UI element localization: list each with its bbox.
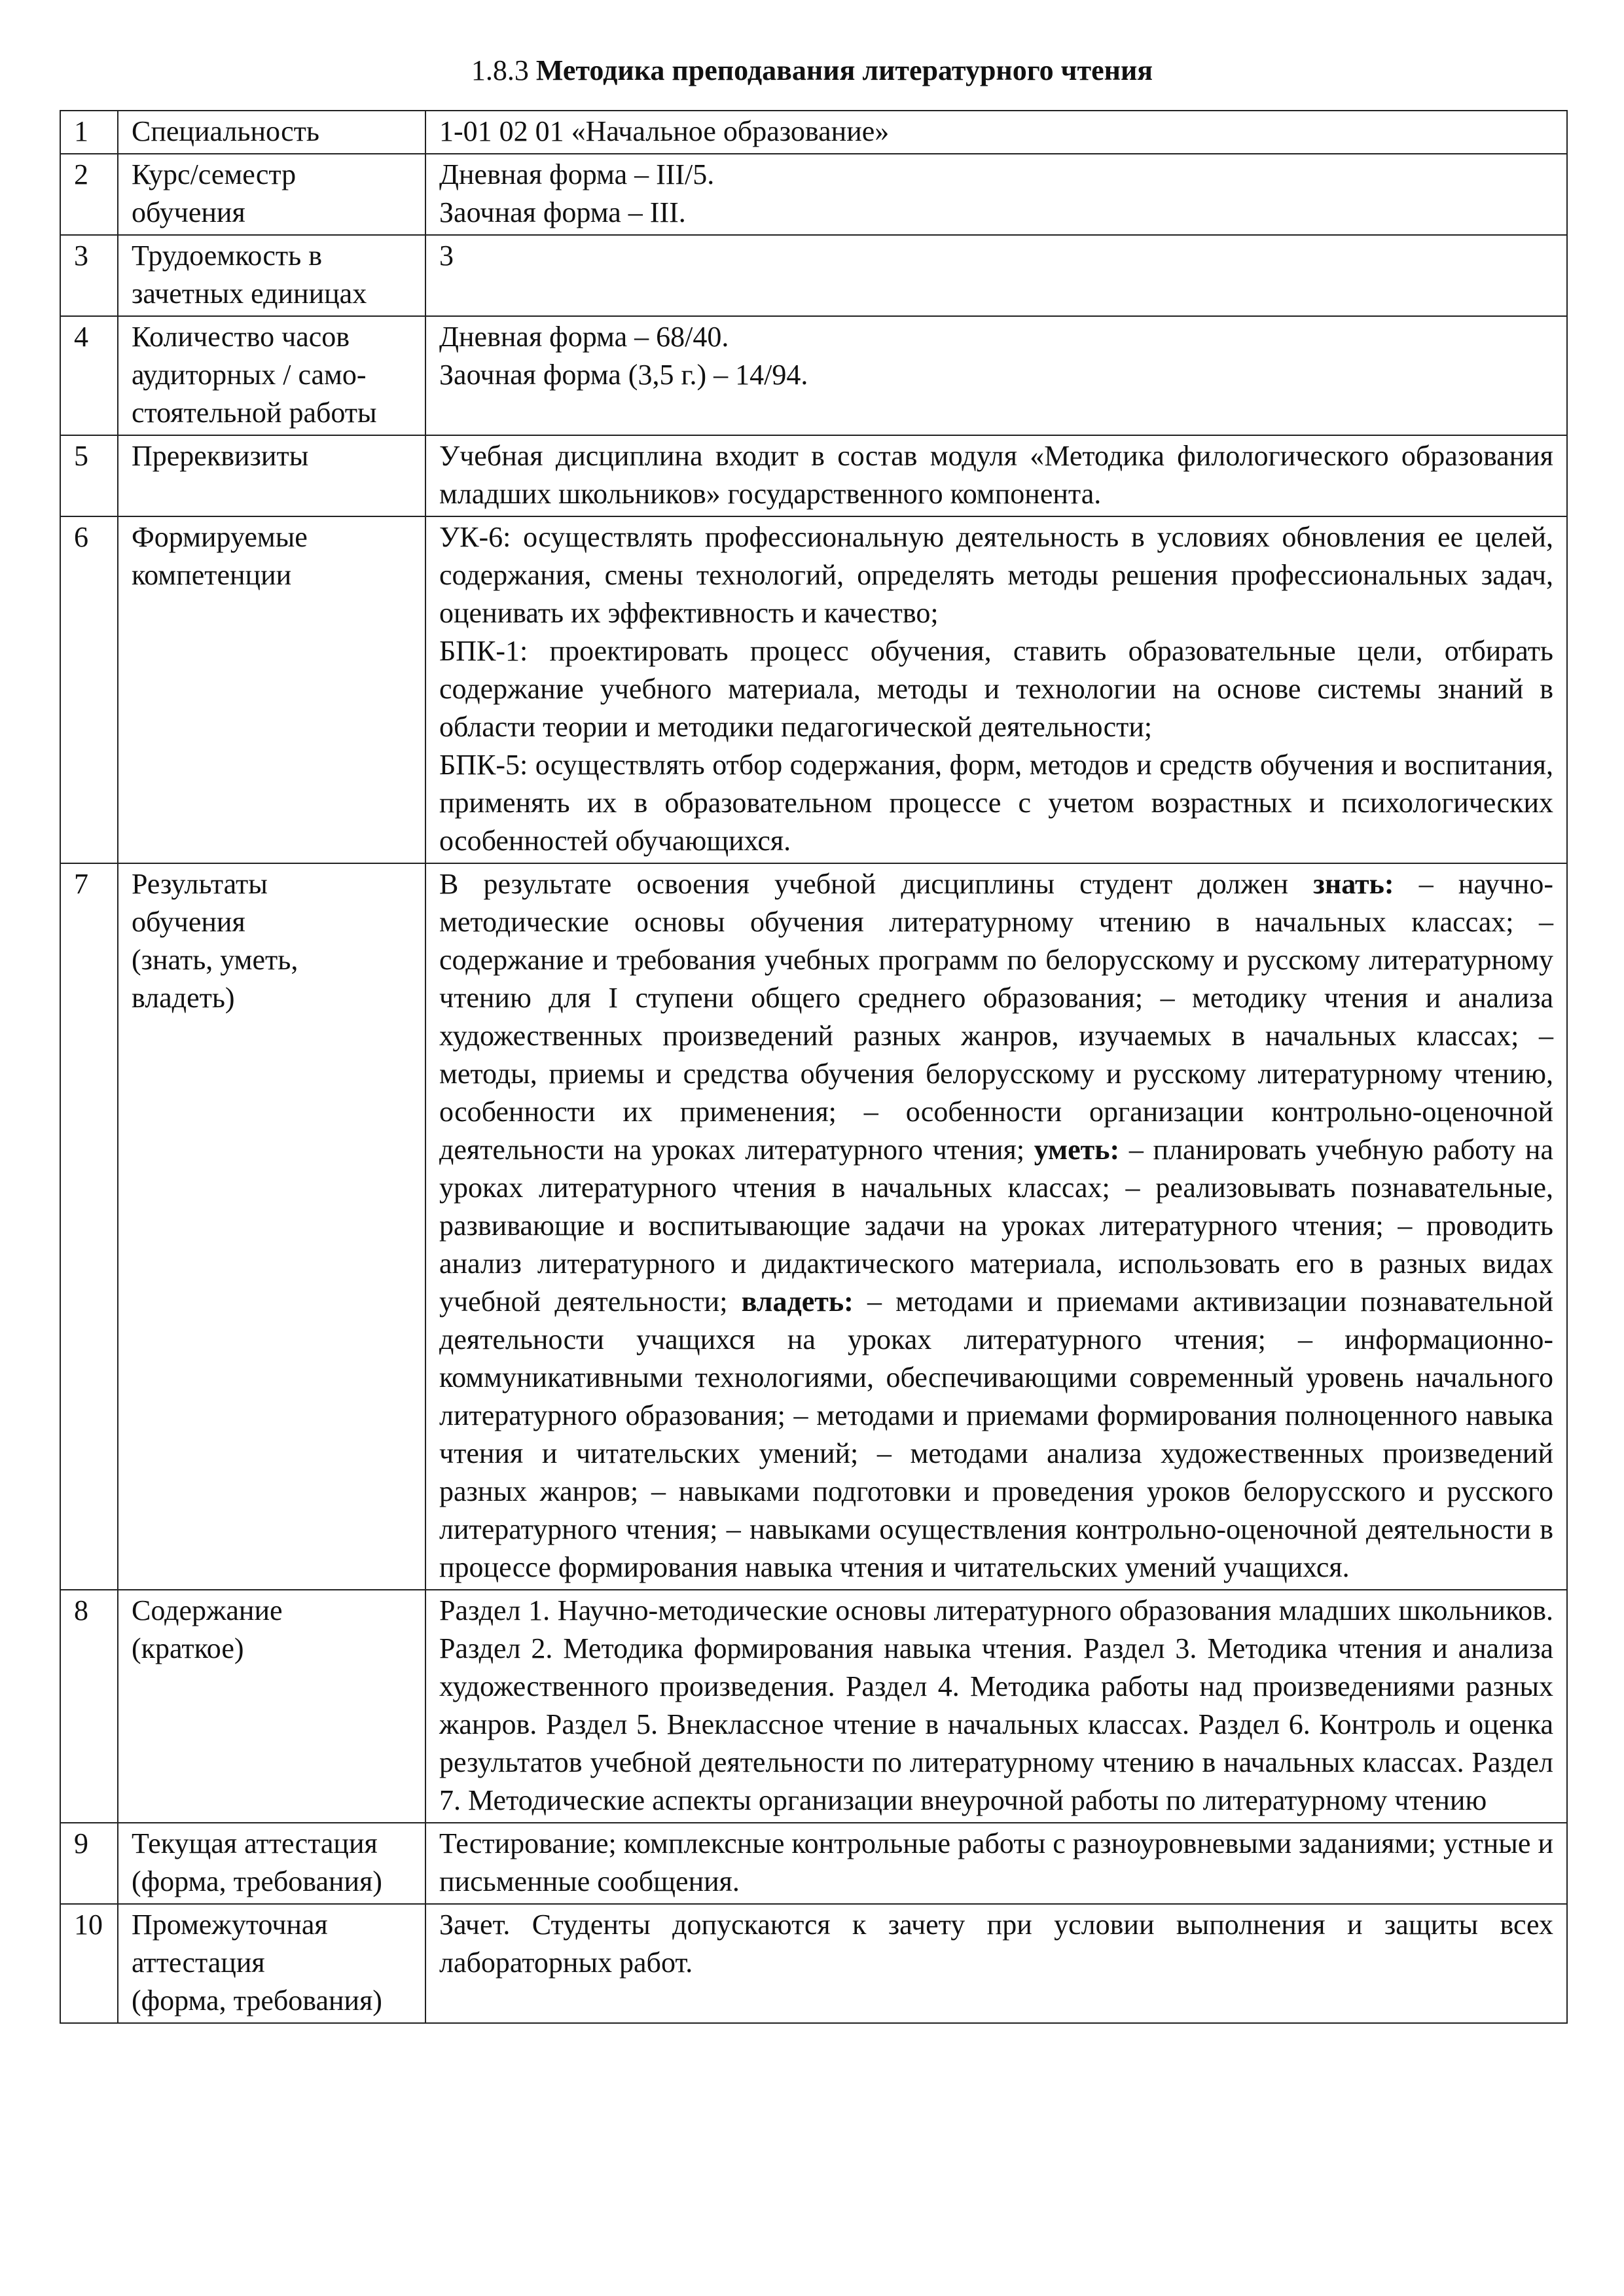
table-row (60, 154, 1567, 235)
row-number: 7 (60, 863, 118, 1590)
own-text: – методами и приемами активизации познавательной деятельности учащихся на уроках литературного чтения; – информационно-коммуникативными технологиями, обеспечивающими современный уровень начального литературного образования; – методами и приемами формирования полноценного навыка чтения и читательских умений; – методами анализа художественных произведений разных жанров; – навыками подготовки и проведения уроков белорусского и русского литературного чтения; – навыками осуществления контрольно-оценочной деятельности в процессе формирования навыка чтения и читательских умений учащихся. (439, 1285, 1553, 1583)
row-label: Содержание (краткое) (118, 1590, 425, 1823)
row-label: Текущая аттестация (форма, требования) (118, 1823, 425, 1904)
row-label: Количество часов аудиторных / само- стоятельной работы (118, 316, 425, 435)
table-row (60, 435, 1567, 516)
section-item: Раздел 6. Контроль и оценка результатов учебной деятельности по литературному чтению в начальных классах. (439, 1708, 1554, 1778)
row-label: Специальность (118, 111, 425, 154)
table-row (60, 111, 1567, 154)
row-label: Промежуточная аттестация (форма, требования) (118, 1904, 425, 2023)
section-item: Раздел 3. Методика чтения и анализа художественного произведения. (439, 1632, 1553, 1702)
can-label: уметь: (1034, 1134, 1120, 1166)
row-value (425, 863, 1567, 1590)
row-value (425, 516, 1567, 863)
section-item: Раздел 2. Методика формирования навыка чтения. (439, 1632, 1074, 1664)
table-row (60, 316, 1567, 435)
row-number: 1 (60, 111, 118, 154)
row-number: 3 (60, 235, 118, 316)
row-number: 6 (60, 516, 118, 863)
results-intro: В результате освоения учебной дисциплины студент должен (439, 868, 1314, 900)
row-number: 8 (60, 1590, 118, 1823)
row-number: 4 (60, 316, 118, 435)
row-label: Трудоемкость в зачетных единицах (118, 235, 425, 316)
table-row (60, 1904, 1567, 2023)
row-number: 9 (60, 1823, 118, 1904)
table-row (60, 235, 1567, 316)
can-text: – планировать учебную работу на уроках литературного чтения в начальных классах; – реализовывать познавательные, развивающие и воспитывающие задачи на уроках литературного чтения; – проводить анализ литературного и дидактического материала, использовать его в разных видах учебной деятельности; (439, 1134, 1553, 1318)
row-label: Курс/семестр обучения (118, 154, 425, 235)
row-number: 2 (60, 154, 118, 235)
row-number: 5 (60, 435, 118, 516)
table-row (60, 1823, 1567, 1904)
row-value: Зачет. Студенты допускаются к зачету при условии выполнения и защиты всех лабораторных работ. (425, 1904, 1567, 2023)
competence-uk6: УК-6: осуществлять профессиональную деятельность в условиях обновления ее целей, содержания, смены технологий, определять методы решения профессиональных задач, оценивать их эффективность и качество; (439, 521, 1553, 629)
row-label: Пререквизиты (118, 435, 425, 516)
own-label: владеть: (741, 1285, 854, 1318)
row-label: Формируемые компетенции (118, 516, 425, 863)
row-number: 10 (60, 1904, 118, 2023)
table-row (60, 516, 1567, 863)
page-title (0, 51, 1624, 90)
section-item: Раздел 7. Методические аспекты организации внеурочной работы по литературному чтению (439, 1746, 1554, 1816)
row-value: Дневная форма – 68/40. Заочная форма (3,5 г.) – 14/94. (425, 316, 1567, 435)
competence-bpk1: БПК-1: проектировать процесс обучения, ставить образовательные цели, отбирать содержание учебного материала, методы и технологии на основе системы знаний в области теории и методики педагогической деятельности; (439, 635, 1553, 743)
table-row (60, 863, 1567, 1590)
know-text: – научно-методические основы обучения литературному чтению в начальных классах; – содержание и требования учебных программ по белорусскому и русскому литературному чтению для I ступени общего среднего образования; – методику чтения и анализа художественных произведений разных жанров, изучаемых в начальных классах; – методы, приемы и средства обучения белорусскому и русскому литературному чтению, особенности их применения; – особенности организации контрольно-оценочной деятельности на уроках литературного чтения; (439, 868, 1554, 1166)
row-value: Тестирование; комплексные контрольные работы с разноуровневыми заданиями; устные и письменные сообщения. (425, 1823, 1567, 1904)
row-value: 1-01 02 01 «Начальное образование» (425, 111, 1567, 154)
section-item: Раздел 1. Научно-методические основы литературного образования младших школьников. (439, 1594, 1553, 1626)
title-text: Методика преподавания литературного чтения (535, 54, 1153, 86)
table-row (60, 1590, 1567, 1823)
section-item: Раздел 5. Внеклассное чтение в начальных классах. (545, 1708, 1189, 1740)
row-value (425, 1590, 1567, 1823)
title-number: 1.8.3 (471, 54, 529, 86)
row-label: Результаты обучения (знать, уметь, владеть) (118, 863, 425, 1590)
section-item: Раздел 4. Методика работы над произведениями разных жанров. (439, 1670, 1554, 1740)
competence-bpk5: БПК-5: осуществлять отбор содержания, форм, методов и средств обучения и воспитания, применять их в образовательном процессе с учетом возрастных и психологических особенностей обучающихся. (439, 749, 1553, 857)
row-value: Дневная форма – III/5. Заочная форма – III. (425, 154, 1567, 235)
row-value: Учебная дисциплина входит в состав модуля «Методика филологического образования младших школьников» государственного компонента. (425, 435, 1567, 516)
row-value: 3 (425, 235, 1567, 316)
syllabus-table (60, 110, 1568, 2024)
know-label: знать: (1313, 868, 1394, 900)
